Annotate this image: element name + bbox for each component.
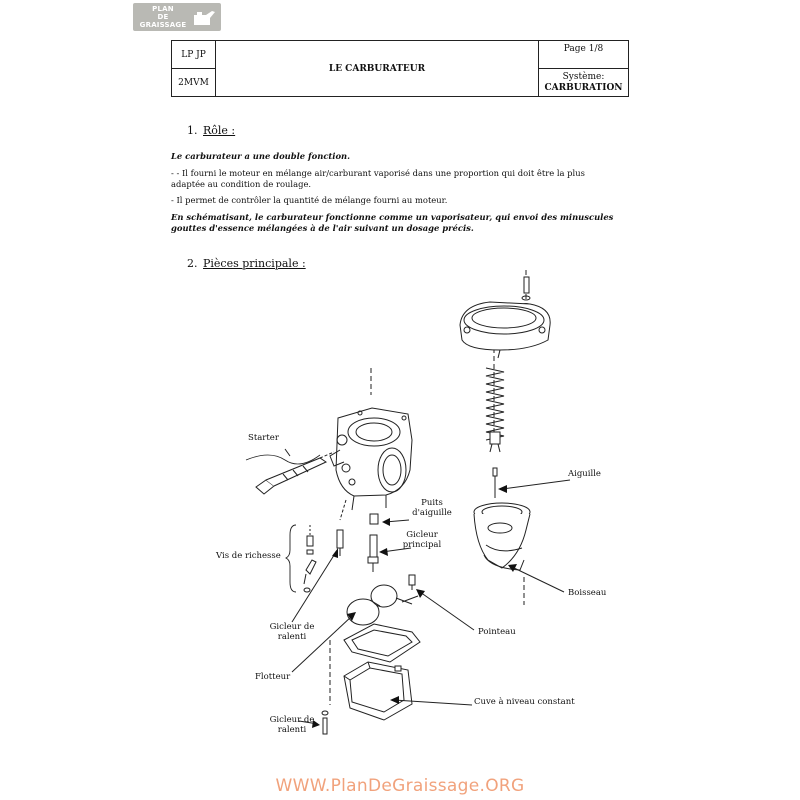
header-level: 2MVM	[172, 69, 216, 96]
float	[347, 585, 412, 625]
page-number: Page 1/8	[538, 41, 628, 69]
header-class-code: LP JP	[172, 41, 216, 69]
role-bullet-2: - Il permet de contrôler la quantité de mélange fourni au moteur.	[171, 195, 448, 205]
starter-plunger	[246, 452, 334, 494]
label-gicleur-principal: Gicleur principal	[402, 530, 442, 550]
footer-watermark: WWW.PlanDeGraissage.ORG	[275, 776, 525, 796]
system-value: CARBURATION	[544, 82, 623, 93]
float-needle	[402, 575, 418, 602]
label-gicleur-ralenti-1: Gicleur de ralenti	[269, 622, 315, 642]
label-flotteur: Flotteur	[255, 672, 291, 682]
system-label: Système:	[562, 71, 605, 82]
document-title: LE CARBURATEUR	[328, 63, 426, 74]
bottom-jet	[322, 711, 328, 734]
role-bullet-1: - - Il fourni le moteur en mélange air/carburant vaporisé dans une proportion qui doit être la plus adaptée au condition de roulage.	[171, 168, 585, 189]
throttle-slide	[474, 503, 530, 570]
label-gicleur-ralenti-2: Gicleur de ralenti	[269, 715, 315, 735]
label-starter: Starter	[248, 433, 279, 443]
logo-lettering: PLAN DE GRAISSAGE	[139, 5, 187, 29]
label-vis-richesse: Vis de richesse	[216, 551, 281, 561]
label-aiguille: Aiguille	[568, 469, 601, 479]
float-bowl	[344, 662, 412, 720]
top-cover	[460, 302, 550, 358]
label-pointeau: Pointeau	[478, 627, 516, 637]
label-puits-aiguille: Puits d'aiguille	[412, 498, 452, 518]
needle	[493, 468, 497, 498]
needle-jet	[368, 514, 378, 572]
mixture-screw	[286, 525, 316, 592]
section-heading-parts: 2. Pièces principale :	[187, 257, 306, 270]
section-heading-role: 1. Rôle :	[187, 124, 236, 137]
slide-spring	[486, 368, 504, 452]
carburetor-body	[330, 408, 412, 520]
role-intro: Le carburateur a une double fonction.	[171, 151, 351, 161]
role-summary: En schématisant, le carburateur fonctionne comme un vaporisateur, qui envoi des minuscules gouttes d'essence mélangées à de l'air suivant un dosage précis.	[171, 212, 614, 233]
label-cuve: Cuve à niveau constant	[474, 697, 575, 707]
gasket	[344, 624, 420, 662]
label-boisseau: Boisseau	[568, 588, 607, 598]
